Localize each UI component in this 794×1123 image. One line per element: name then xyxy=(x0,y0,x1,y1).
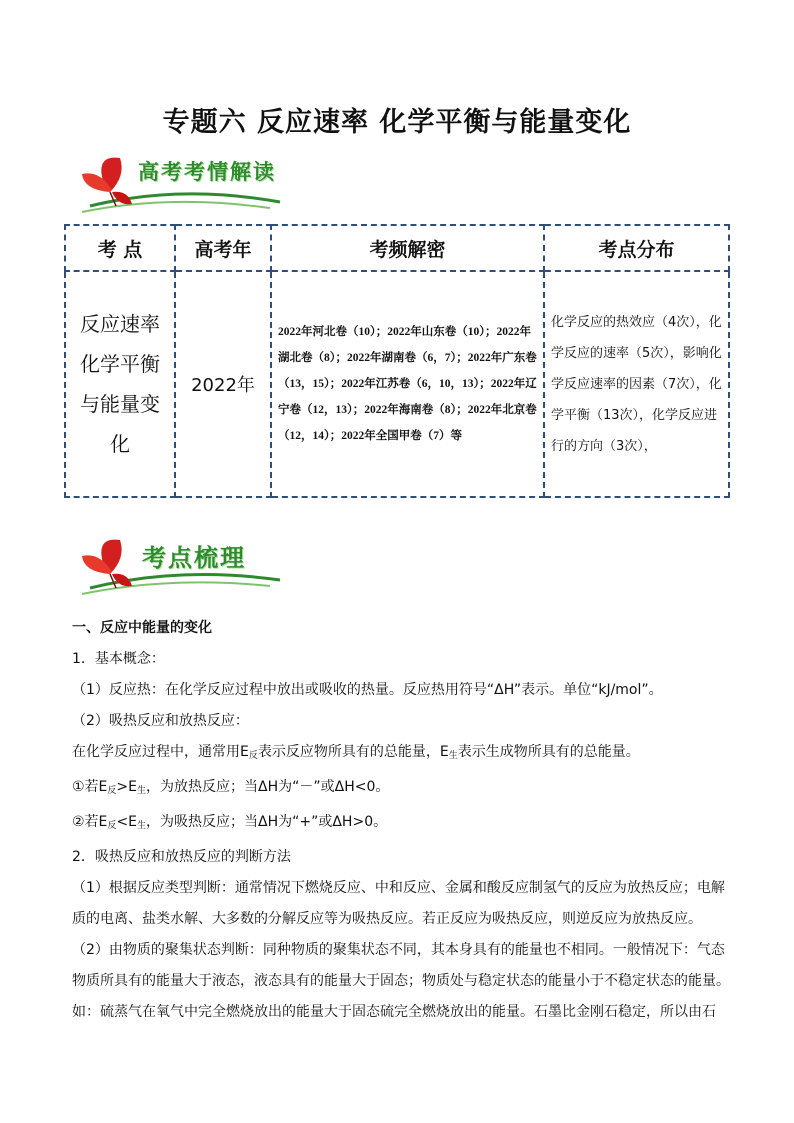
cell-frequency: 2022年河北卷（10）；2022年山东卷（10）；2022年湖北卷（8）；2022年湖南卷（6，7）；2022年广东卷（13，15）；2022年江苏卷（6，10，13）；2022年辽宁卷（12，13）；2022年海南卷（8）；2022年北京卷（12，14）；2022年全国甲卷（7）等 xyxy=(271,271,544,497)
exam-info-table xyxy=(64,224,730,498)
text-run: ①若E xyxy=(72,779,108,795)
paragraph: （2）吸热反应和放热反应： xyxy=(72,713,249,729)
table-row xyxy=(65,271,729,497)
paragraph xyxy=(72,737,732,772)
page-title: 专题六 反应速率 化学平衡与能量变化 xyxy=(162,107,632,138)
text-run: ，为放热反应；当ΔH为“－”或ΔH<0。 xyxy=(146,779,390,795)
banner-title: 考点梳理 xyxy=(142,543,246,572)
paragraph xyxy=(72,807,732,842)
cell-year: 2022年 xyxy=(175,271,271,497)
subscript: 反 xyxy=(107,786,117,796)
paragraph: （2）由物质的聚集状态判断：同种物质的聚集状态不同，其本身具有的能量也不相同。一般情况下：气态物质所具有的能量大于液态，液态具有的能量大于固态；物质处与稳定状态的能量小于不稳定状态的能量。如：硫蒸气在氧气中完全燃烧放出的能量大于固态硫完全燃烧放出的能量。石墨比金刚石稳定，所以由石 xyxy=(72,942,730,1020)
content-section xyxy=(72,613,732,1028)
text-run: ，为吸热反应；当ΔH为“+”或ΔH>0。 xyxy=(146,814,388,830)
header-frequency: 考频解密 xyxy=(271,225,544,271)
text-run: <E xyxy=(116,814,137,830)
header-year: 高考年 xyxy=(175,225,271,271)
text-run: 表示反应物所具有的总能量，E xyxy=(257,744,449,760)
cell-distribution: 化学反应的热效应（4次），化学反应的速率（5次），影响化学反应速率的因素（7次），化学平衡（13次），化学反应进行的方向（3次）， xyxy=(544,271,729,497)
section-heading: 一、反应中能量的变化 xyxy=(72,620,212,636)
header-topic: 考 点 xyxy=(65,225,175,271)
paragraph: 1．基本概念： xyxy=(72,651,165,667)
paragraph: （1）反应热：在化学反应过程中放出或吸收的热量。反应热用符号“ΔH”表示。单位“kJ/mol”。 xyxy=(72,682,663,698)
subscript: 生 xyxy=(137,821,147,831)
text-run: >E xyxy=(116,779,137,795)
text-run: 表示生成物所具有的总能量。 xyxy=(457,744,640,760)
section-banner-review xyxy=(70,530,300,602)
subscript: 反 xyxy=(248,751,258,761)
table-header-row xyxy=(65,225,729,271)
subscript: 生 xyxy=(448,751,458,761)
banner-title: 高考考情解读 xyxy=(138,159,276,184)
text-run: 在化学反应过程中，通常用E xyxy=(72,744,249,760)
subscript: 生 xyxy=(137,786,147,796)
paragraph: （1）根据反应类型判断：通常情况下燃烧反应、中和反应、金属和酸反应制氢气的反应为放热反应；电解质的电离、盐类水解、大多数的分解反应等为吸热反应。若正反应为吸热反应，则逆反应为放热反应。 xyxy=(72,880,725,927)
subscript: 反 xyxy=(107,821,117,831)
paragraph xyxy=(72,772,732,807)
section-banner-exam-analysis xyxy=(70,150,300,222)
header-distribution: 考点分布 xyxy=(544,225,729,271)
cell-topic: 反应速率化学平衡与能量变化 xyxy=(65,271,175,497)
paragraph: 2．吸热反应和放热反应的判断方法 xyxy=(72,849,291,865)
text-run: ②若E xyxy=(72,814,108,830)
